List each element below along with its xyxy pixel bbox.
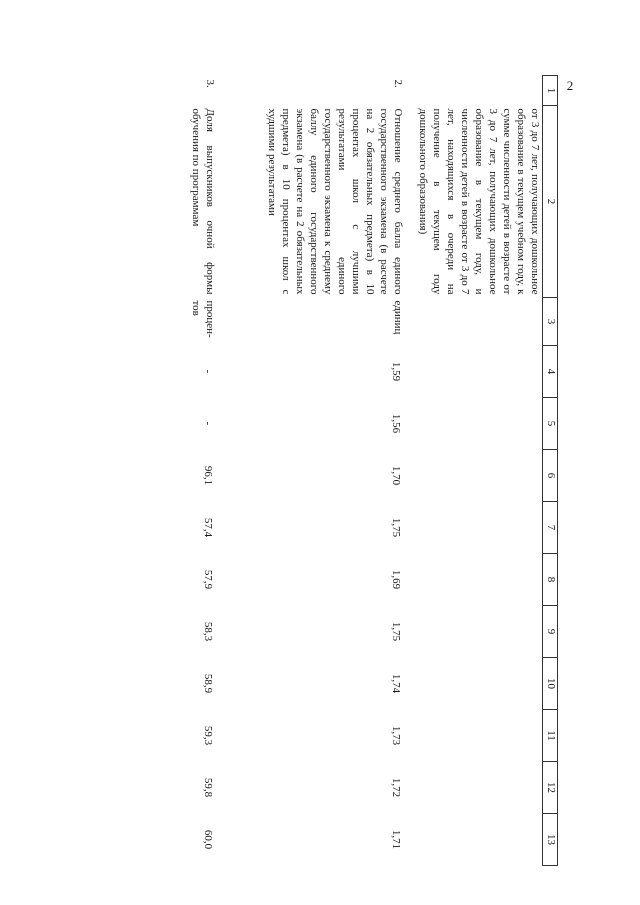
row-unit: единиц (392, 300, 404, 335)
header-cell: 12 (543, 762, 558, 814)
table-row (405, 76, 543, 866)
value-cell (405, 658, 543, 710)
row-description: Отношение среднего балла единого государственного экзамена (в расчете на 2 обязательных предмета) в 10 процентах школ с лучшими результатами единого государственного экзамена к среднему баллу единого государственного экзамена (в расчете на 2 обязательных предмета) в 10 процентах школ с худшими результатами (266, 108, 404, 295)
table-row (175, 76, 217, 866)
header-cell: 9 (543, 606, 558, 658)
page-number: 2 (566, 78, 574, 93)
value-cell: 59,3 (202, 725, 214, 746)
value-cell: 1,71 (390, 829, 402, 850)
header-cell: 1 (543, 76, 558, 106)
header-row (543, 76, 558, 866)
header-cell: 13 (543, 814, 558, 866)
rotated-table-wrapper (118, 75, 558, 865)
header-cell: 6 (543, 450, 558, 502)
value-cell: 1,56 (390, 413, 402, 434)
value-cell: 96,1 (202, 465, 214, 486)
value-cell (405, 346, 543, 398)
header-cell: 8 (543, 554, 558, 606)
value-cell: 1,73 (390, 725, 402, 746)
value-cell: 58,9 (202, 673, 214, 694)
value-cell (405, 710, 543, 762)
row-unit: процен-тов (190, 300, 216, 338)
header-cell: 4 (543, 346, 558, 398)
value-cell (405, 762, 543, 814)
header-cell: 11 (543, 710, 558, 762)
header-cell: 5 (543, 398, 558, 450)
row-number: 2. (392, 79, 404, 88)
row-unit (405, 298, 543, 346)
value-cell (405, 606, 543, 658)
value-cell: - (202, 421, 214, 426)
value-cell (405, 502, 543, 554)
value-cell: 1,59 (390, 361, 402, 382)
row-description: от 3 до 7 лет, получающих дошкольное образование в текущем учебном году, к сумме численности детей в возрасте от 3 до 7 лет, получающих дошкольное образование в текущем году, и численности детей в возрасте от 3 до 7 лет, находящихся в очереди на получение в текущем году дошкольного образования) (417, 108, 541, 295)
header-cell: 2 (543, 106, 558, 298)
value-cell: 1,75 (390, 621, 402, 642)
row-number: 3. (204, 79, 216, 88)
value-cell (405, 398, 543, 450)
value-cell (405, 814, 543, 866)
value-cell: 1,69 (390, 569, 402, 590)
header-cell: 10 (543, 658, 558, 710)
header-cell: 7 (543, 502, 558, 554)
table-row (217, 76, 405, 866)
value-cell: 59,8 (202, 777, 214, 798)
value-cell: 1,74 (390, 673, 402, 694)
value-cell: - (202, 369, 214, 374)
row-number (405, 76, 543, 106)
indicators-table (175, 75, 558, 866)
header-cell: 3 (543, 298, 558, 346)
value-cell (405, 554, 543, 606)
value-cell: 58,3 (202, 621, 214, 642)
row-description: Доля выпускников очной формы обучения по программам (190, 108, 216, 295)
value-cell: 1,72 (390, 777, 402, 798)
value-cell: 57,4 (202, 517, 214, 538)
value-cell: 1,70 (390, 465, 402, 486)
value-cell (405, 450, 543, 502)
value-cell: 57,9 (202, 569, 214, 590)
value-cell: 60,0 (202, 829, 214, 850)
value-cell: 1,75 (390, 517, 402, 538)
